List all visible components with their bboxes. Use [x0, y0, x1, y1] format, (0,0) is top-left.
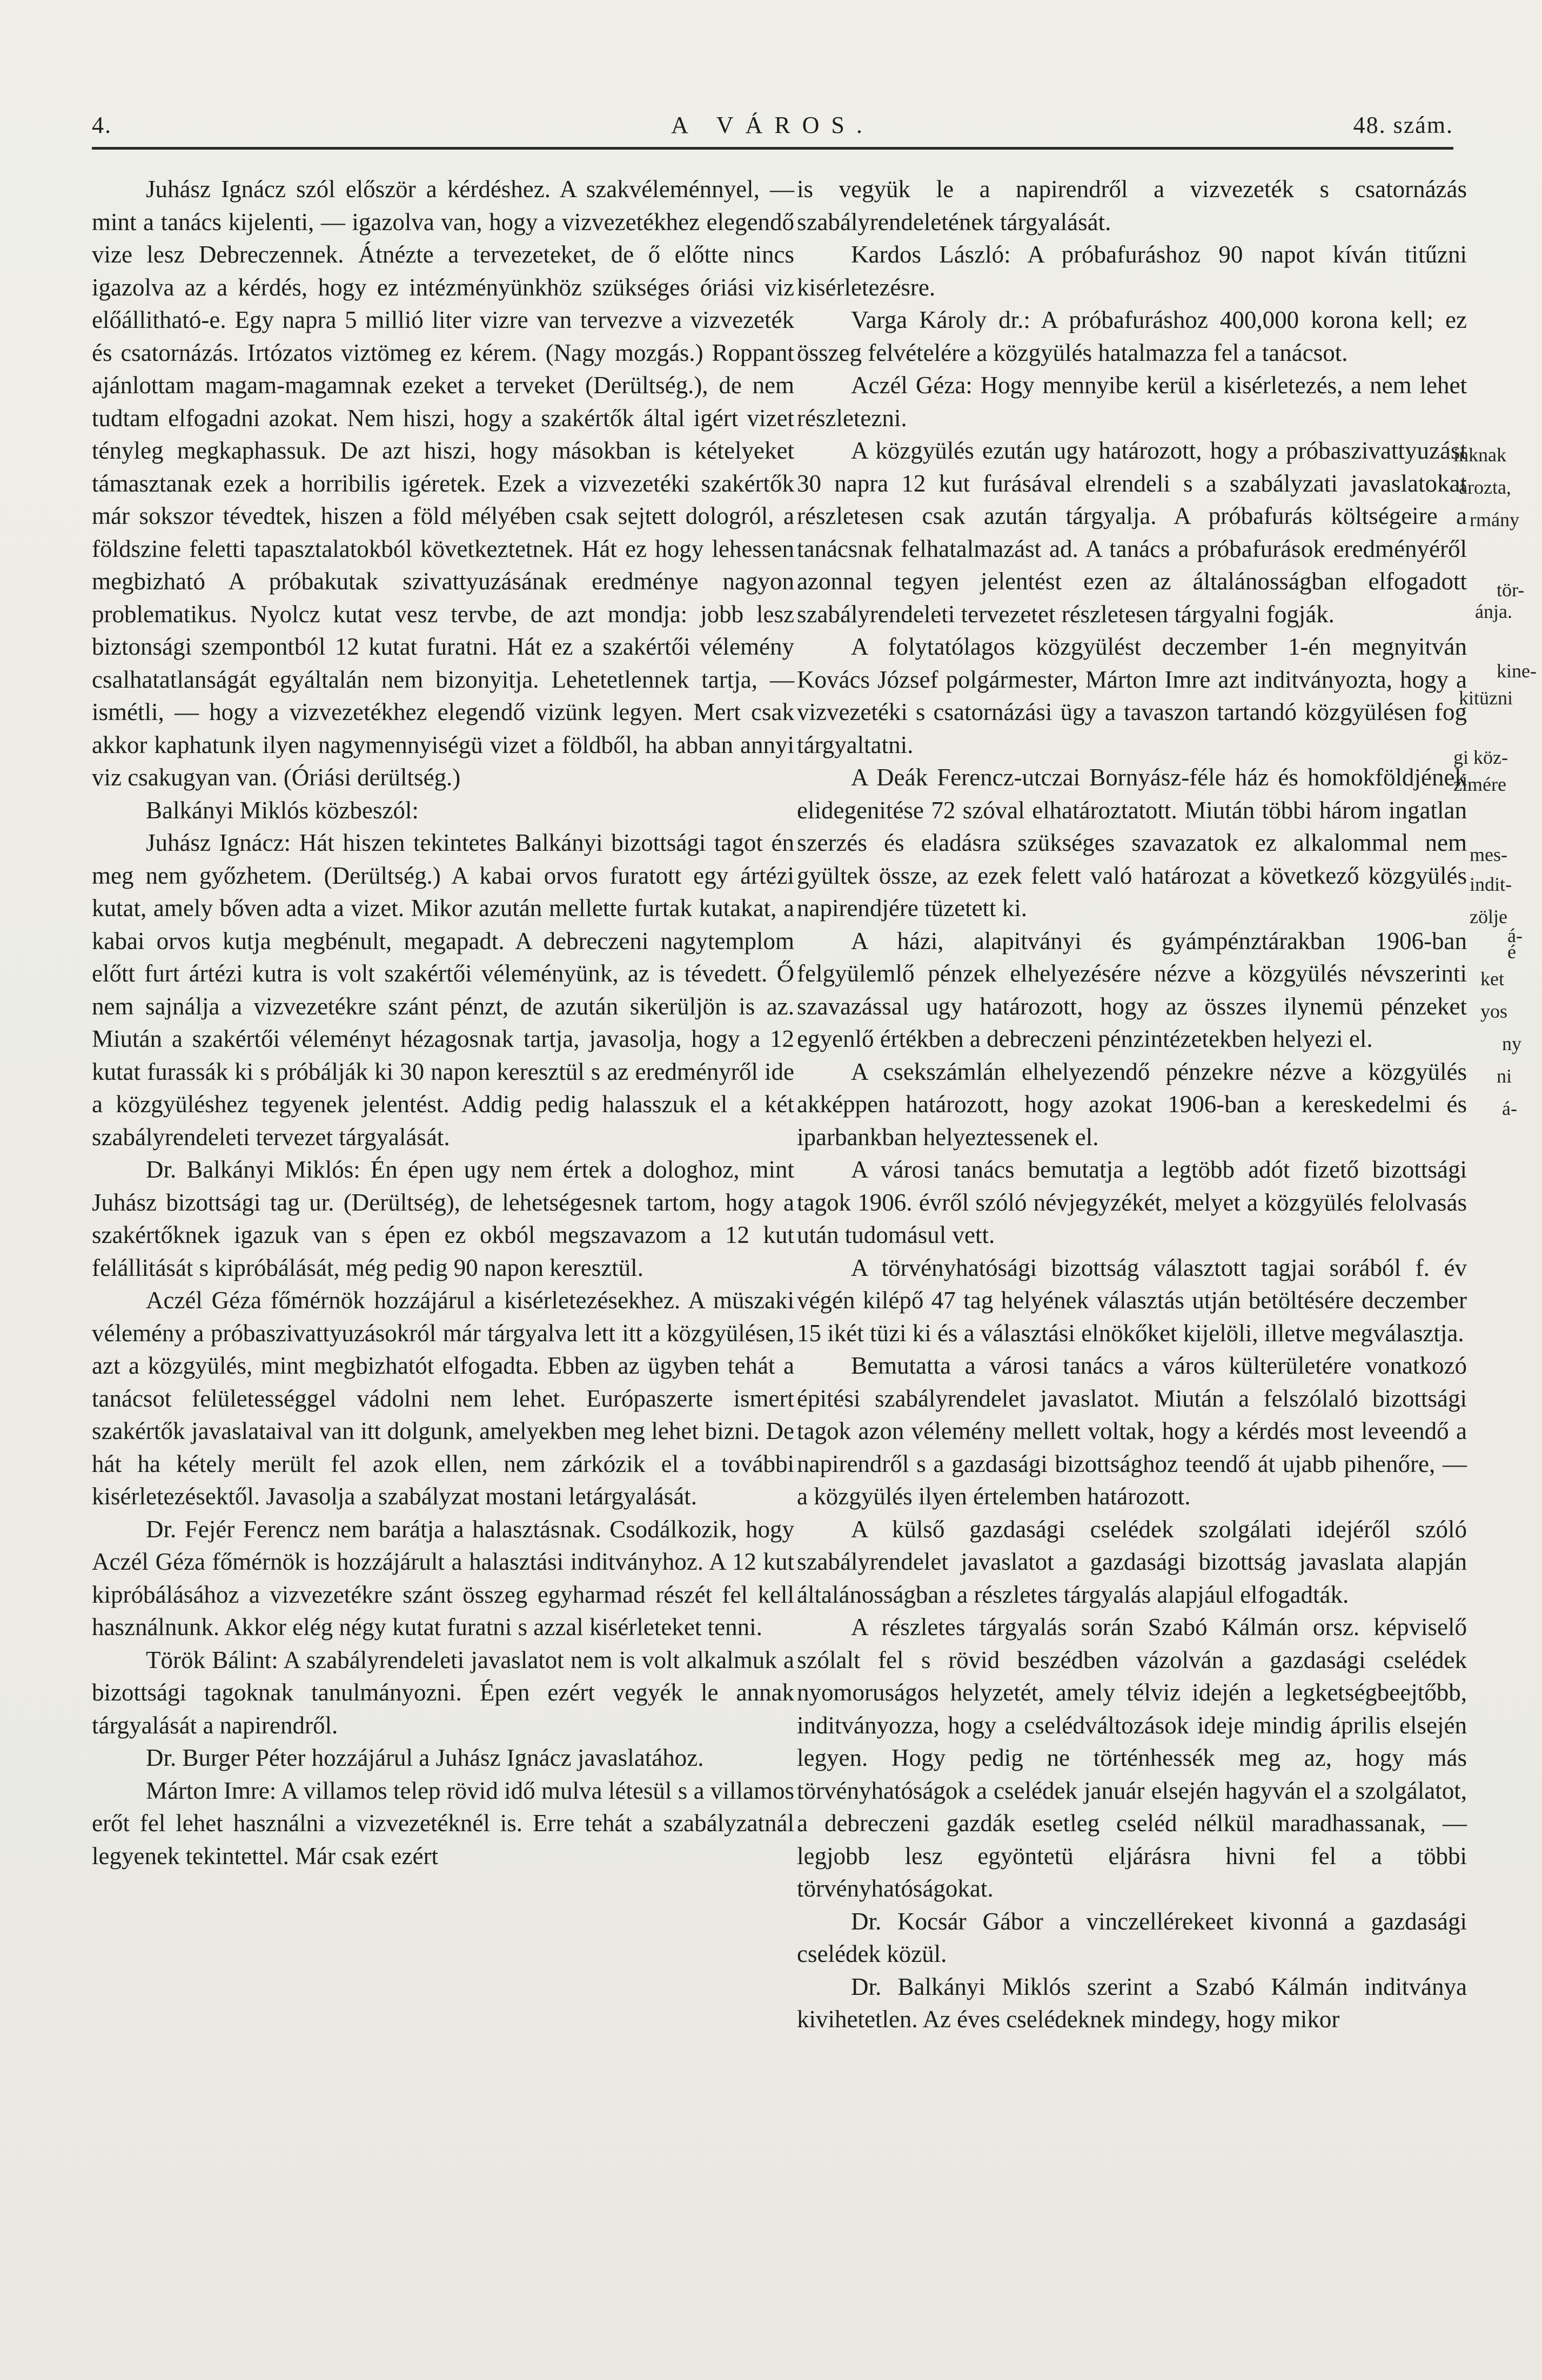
paragraph: Kardos László: A próbafuráshoz 90 napot kíván titűzni kisérletezésre. [797, 241, 1467, 301]
margin-fragment: á- [1507, 925, 1523, 946]
paragraph: A folytatólagos közgyülést deczember 1-én megnyitván Kovács József polgármester, Márton Imre azt inditványozta, hogy a vizvezetéki s csatornázási ügy a tavaszon tartandó közgyülésen fog tárgyaltatni. [797, 633, 1467, 758]
paragraph: A házi, alapitványi és gyámpénztárakban 1906-ban felgyülemlő pénzek elhelyezésére nézve a közgyülés névszerinti szavazással ugy határozott, hogy az összes ilynemü pénzeket egyenlő értékben a debreczeni pénzintézetekben helyezi el. [797, 927, 1467, 1052]
right-column [797, 173, 1467, 2036]
header-rule [92, 147, 1453, 150]
paragraph: Juhász Ignácz: Hát hiszen tekintetes Balkányi bizottsági tagot én meg nem győzhetem. (Derültség.) A kabai orvos furatott egy ártézi kutat, amely bőven adta a vizet. Mikor azután mellette furtak kutakat, a kabai orvos kutja megbénult, megapadt. A debreczeni nagytemplom előtt furt ártézi kutra is volt szakértői véleményünk, az is tévedett. Ő nem sajnálja a vizvezetékre szánt pénzt, de azután sikerüljön is az. Miután a szakértői véleményt hézagosnak tartja, javasolja, hogy a 12 kutat furassák ki s próbálják ki 30 napon keresztül s az eredményről ide a közgyüléshez tegyenek jelentést. Addig pedig halasszuk el a két szabályrendeleti tervezet tárgyalását. [92, 829, 794, 1151]
left-column [92, 173, 794, 1872]
margin-fragment: ánja. [1475, 601, 1512, 622]
margin-fragment: é [1507, 941, 1516, 963]
paragraph: A városi tanács bemutatja a legtöbb adót fizető bizottsági tagok 1906. évről szóló névjegyzékét, melyet a közgyülés felolvasás után tudomásul vett. [797, 1156, 1467, 1248]
paragraph: Dr. Balkányi Miklós: Én épen ugy nem értek a dologhoz, mint Juhász bizottsági tag ur. (Derültség), de lehetségesnek tartom, hogy a szakértőknek igazuk van s épen ez okból megszavazom a 12 kut felállitását s kipróbálását, még pedig 90 napon keresztül. [92, 1156, 794, 1281]
margin-fragment: ározta, [1459, 476, 1511, 498]
paragraph: A részletes tárgyalás során Szabó Kálmán orsz. képviselő szólalt fel s rövid beszédben vázolván a gazdasági cselédek nyomoruságos helyzetét, amely télviz idején a legketségbeejtőbb, inditványozza, hogy a cselédváltozások ideje mindig április elsején legyen. Hogy pedig ne történhessék meg az, hogy más törvényhatóságok a cselédek január elsején hagyván el a szolgálatot, a debreczeni gazdák esetleg cseléd nélkül maradhassanak, — legjobb lesz egyöntetü eljárásra hivni fel a többi törvényhatóságokat. [797, 1613, 1467, 1902]
margin-fragment: ket [1480, 968, 1504, 990]
issue-number: 48. szám. [1353, 112, 1453, 138]
paragraph: A Deák Ferencz-utczai Bornyász-féle ház és homokföldjének elidegenitése 72 szóval elhatároztatott. Miután többi három ingatlan szerzés és eladásra szükséges szavazatok ez alkalommal nem gyültek össze, az ezek felett való határozat a következő közgyülés napirendjére tüzetett ki. [797, 764, 1467, 922]
page-header [92, 111, 1453, 144]
paragraph: Juhász Ignácz szól először a kérdéshez. A szakvéleménnyel, — mint a tanács kijelenti, — igazolva van, hogy a vizvezetékhez elegendő vize lesz Debreczennek. Átnézte a tervezeteket, de ő előtte nincs igazolva az a kérdés, hogy ez intézményünkhöz szükséges óriási viz előállitható-e. Egy napra 5 millió liter vizre van tervezve a vizvezeték és csatornázás. Irtózatos viztömeg ez kérem. (Nagy mozgás.) Roppant ajánlottam magam-magamnak ezeket a terveket (Derültség.), de nem tudtam elfogadni azokat. Nem hiszi, hogy a szakértők által igért vizet tényleg megkaphassuk. De azt hiszi, hogy másokban is kételyeket támasztanak ezek a horribilis igéretek. Ezek a vizvezetéki szakértők már sokszor tévedtek, hiszen a föld mélyében csak sejtett dologról, a földszine feletti tapasztalatokból következtetnek. Hát ez hogy lehessen megbizható A próbakutak szivattyuzásának eredménye nagyon problematikus. Nyolcz kutat vesz tervbe, de azt mondja: jobb lesz biztonsági szempontból 12 kutat furatni. Hát ez a szakértői vélemény csalhatatlanságát egyáltalán nem bizonyitja. Lehetetlennek tartja, — ismétli, — hogy a vizvezetékhez elegendő vizünk legyen. Mert csak akkor kaphatunk ilyen nagymennyiségü vizet a földből, ha abban annyi viz csakugyan van. (Óriási derültség.) [92, 176, 794, 791]
paragraph: Aczél Géza főmérnök hozzájárul a kisérletezésekhez. A müszaki vélemény a próbaszivattyuzásokról már tárgyalva lett itt a közgyülésen, azt a közgyülés, mint megbizhatót elfogadta. Ebben az ügyben tehát a tanácsot felületességgel vádolni nem lehet. Európaszerte ismert szakértők javaslataival van itt dolgunk, amelyekben meg lehet bizni. De hát ha kétely merült fel azok ellen, nem zárkózik el a további kisérletezésektől. Javasolja a szabályzat mostani letárgyalását. [92, 1287, 794, 1510]
margin-fragment: kitüzni [1459, 687, 1513, 709]
paragraph: Török Bálint: A szabályrendeleti javaslatot nem is volt alkalmuk a bizottsági tagoknak tanulmányozni. Épen ezért vegyék le annak tárgyalását a napirendről. [92, 1646, 794, 1739]
margin-fragment: ni [1497, 1065, 1512, 1087]
margin-fragment: inknak [1453, 444, 1506, 466]
margin-fragment: zlmére [1453, 774, 1506, 795]
paragraph: Dr. Kocsár Gábor a vinczellérekeet kivonná a gazdasági cselédek közül. [797, 1907, 1467, 1967]
paragraph: Dr. Balkányi Miklós szerint a Szabó Kálmán inditványa kivihetetlen. Az éves cselédeknek mindegy, hogy mikor [797, 1973, 1467, 2033]
paragraph: Márton Imre: A villamos telep rövid idő mulva létesül s a villamos erőt fel lehet használni a vizvezetéknél is. Erre tehát a szabályzatnál legyenek tekintettel. Már csak ezért [92, 1777, 794, 1870]
paragraph: A külső gazdasági cselédek szolgálati idejéről szóló szabályrendelet javaslatot a gazdasági bizottság javaslata alapján általánosságban a részletes tárgyalás alapjául elfogadták. [797, 1515, 1467, 1608]
paragraph: Balkányi Miklós közbeszól: [146, 796, 419, 824]
margin-fragment: indit- [1470, 873, 1512, 895]
margin-fragment: á- [1502, 1098, 1517, 1119]
page-number: 4. [92, 112, 112, 138]
margin-fragment: rmány [1470, 509, 1519, 530]
paragraph: Dr. Burger Péter hozzájárul a Juhász Ignácz javaslatához. [146, 1744, 704, 1771]
paragraph: is vegyük le a napirendről a vizvezeték s csatornázás szabályrendeletének tárgyalását. [797, 176, 1467, 236]
paragraph: Varga Károly dr.: A próbafuráshoz 400,000 korona kell; ez összeg felvételére a közgyülés hatalmazza fel a tanácsot. [797, 306, 1467, 366]
paragraph: A törvényhatósági bizottság választott tagjai sorából f. év végén kilépő 47 tag helyének választás utján betöltésére deczember 15 ikét tüzi ki és a választási elnökőket kijelöli, illetve megválasztja. [797, 1254, 1467, 1347]
paragraph: A közgyülés ezután ugy határozott, hogy a próbaszivattyuzást 30 napra 12 kut furásával elrendeli s a szabályzati javaslatokat részletesen csak azután tárgyalja. A próbafurás költségeire a tanácsnak felhatalmazást ad. A tanács a próbafurások eredményéről azonnal tegyen jelentést ezen az általánosságban elfogadott szabályrendeleti tervezetet részletesen tárgyalni fogják. [797, 437, 1467, 628]
margin-fragment: tör- [1497, 579, 1525, 601]
margin-fragment: gi köz- [1453, 747, 1508, 768]
margin-fragment: ny [1502, 1033, 1521, 1054]
paragraph: Dr. Fejér Ferencz nem barátja a halasztásnak. Csodálkozik, hogy Aczél Géza főmérnök is hozzájárult a halasztási inditványhoz. A 12 kut kipróbálásához a vizvezetékre szánt összeg egyharmad részét fel kell használnunk. Akkor elég négy kutat furatni s azzal kisérleteket tenni. [92, 1515, 794, 1641]
margin-fragment: zölje [1470, 906, 1507, 927]
newspaper-title: A VÁROS. [671, 112, 874, 138]
margin-fragment: mes- [1470, 844, 1507, 865]
paragraph: A csekszámlán elhelyezendő pénzekre nézve a közgyülés akképpen határozott, hogy azokat 1906-ban a kereskedelmi és iparbankban helyeztessenek el. [797, 1058, 1467, 1151]
margin-fragment: kine- [1497, 660, 1537, 682]
paragraph: Aczél Géza: Hogy mennyibe kerül a kisérletezés, a nem lehet részletezni. [797, 372, 1467, 432]
paragraph: Bemutatta a városi tanács a város külterületére vonatkozó épitési szabályrendelet javaslatot. Miután a felszólaló bizottsági tagok azon vélemény mellett voltak, hogy a kérdés most leveendő a napirendről s a gazdasági bizottsághoz teendő át ujabb pihenőre, — a közgyülés ilyen értelemben határozott. [797, 1352, 1467, 1510]
margin-fragment: yos [1480, 1000, 1508, 1022]
